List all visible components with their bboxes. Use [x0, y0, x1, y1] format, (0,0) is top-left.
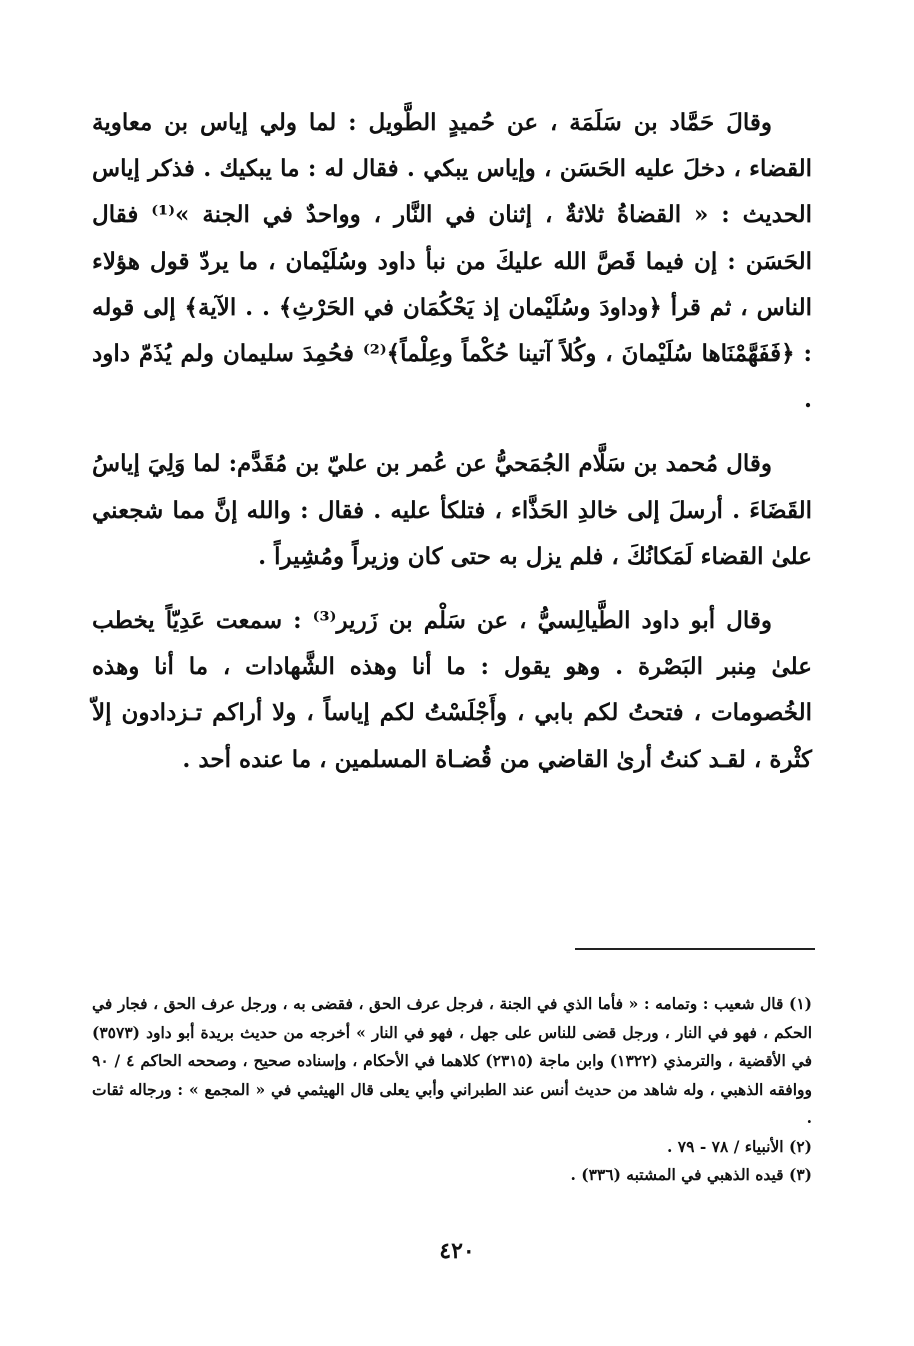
footnote-separator: [575, 948, 815, 950]
main-text: [92, 100, 812, 801]
footnote-3: (٣) قيده الذهبي في المشتبه (٣٣٦) .: [570, 1165, 812, 1184]
footnotes: [92, 990, 812, 1190]
paragraph-3: وقال أبو داود الطَّيالِسيُّ ، عن سَلْم بن زَرير⁽³⁾ : سمعت عَدِيّاً يخطب علىٰ مِنبر البَصْرة . وهو يقول : ما أنا وهذه الشَّهادات ، ما أنا وهذه الخُصومات ، فتحتُ لكم بابي ، وأَجْلَسْتُ لكم إياساً ، ولا أراكم تـزدادون إلاّ كثْرة ، لقـد كنتُ أرىٰ القاضي من قُضـاة المسلمين ، ما عنده أحد .: [92, 607, 812, 773]
page-number: ٤٢٠: [439, 1238, 475, 1264]
paragraph-1: وقالَ حَمَّاد بن سَلَمَة ، عن حُميدٍ الطَّويل : لما ولي إياس بن معاوية القضاء ، دخلَ عليه الحَسَن ، وإياس يبكي . فقال له : ما يبكيك . فذكر إياس الحديث : « القضاةُ ثلاثةٌ ، إثنان في النَّار ، وواحدٌ في الجنة »⁽¹⁾ فقال الحَسَن : إن فيما قَصَّ الله عليكَ من نبأ داود وسُلَيْمان ، ما يردّ قول هؤلاء الناس ، ثم قرأ ﴿وداودَ وسُلَيْمان إذ يَحْكُمَان في الحَرْثِ﴾ . . الآية﴾ إلى قوله : ﴿فَفَهَّمْنَاها سُلَيْمانَ ، وكُلاً آتينا حُكْماً وعِلْماً﴾⁽²⁾ فحُمِدَ سليمان ولم يُذَمّ داود .: [92, 109, 812, 414]
footnote-2: (٢) الأنبياء / ٧٨ - ٧٩ .: [666, 1136, 812, 1156]
footnote-1: (١) قال شعيب : وتمامه : « فأما الذي في الجنة ، فرجل عرف الحق ، فقضى به ، ورجل عرف الحق ، فجار في الحكم ، فهو في النار ، ورجل قضى للناس على جهل ، فهو في النار » أخرجه من حديث بريدة أبو داود (٣٥٧٣) في الأقضية ، والترمذي (١٣٢٢) وابن ماجة (٢٣١٥) كلاهما في الأحكام ، وإسناده صحيح ، وصححه الحاكم ٤ / ٩٠ ووافقه الذهبي ، وله شاهد من حديث أنس عند الطبراني وأبي يعلى قال الهيثمي في « المجمع » : ورجاله ثقات .: [92, 994, 812, 1127]
paragraph-2: وقال مُحمد بن سَلَّام الجُمَحيُّ عن عُمر بن عليّ بن مُقَدَّم: لما وَلِيَ إياسُ القَضَاءَ . أرسلَ إلى خالدِ الحَذَّاء ، فتلكأ عليه . فقال : والله إنَّ مما شجعني علىٰ القضاء لَمَكانُكَ ، فلم يزل به حتى كان وزيراً ومُشِيراً .: [92, 450, 812, 570]
